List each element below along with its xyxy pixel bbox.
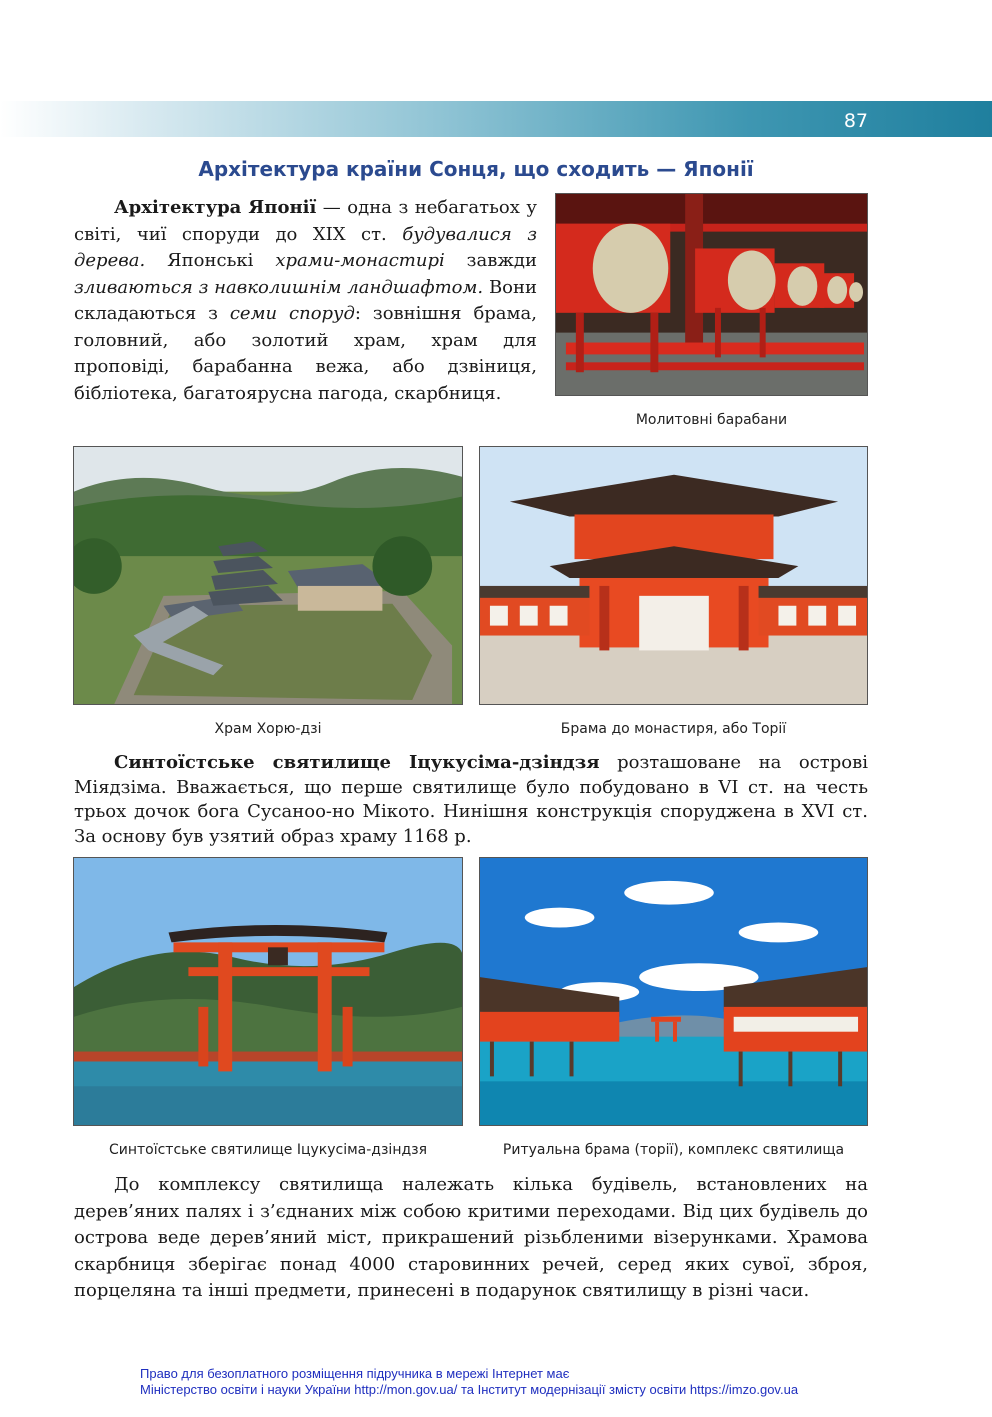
ritual-gate-caption: Ритуальна брама (торії), комплекс святилища (502, 1142, 845, 1158)
gate-photo (479, 446, 868, 705)
horyuji-photo (73, 446, 463, 705)
intro-paragraph: Архітектура Японії — одна з небагатьох у світі, чиї споруди до XIX ст. будувалися з дерева. Японські храми-монастирі завжди зливаються з навколишнім ландшафтом. Вони складаються з семи споруд: зовнішня брама, головний, або золотий храм, храм для проповіді, барабанна вежа, або дзвіниця, бібліотека, багатоярусна пагода, скарбниця. (74, 197, 538, 404)
footer-line-2[interactable]: Міністерство освіти і науки України http://mon.gov.ua/ та Інститут модернізації змісту освіти https://imzo.gov.ua (140, 1382, 799, 1397)
footer-line-1: Право для безоплатного розміщення підручника в мережі Інтернет має (140, 1366, 570, 1381)
drums-photo (555, 193, 868, 396)
horyuji-caption: Храм Хорю-дзі (214, 721, 322, 737)
copyright-footer (140, 1366, 798, 1398)
itsukushima-photo (73, 857, 463, 1126)
shrine-paragraph: Синтоїстське святилище Іцукусіма-дзіндзя розташоване на острові Міядзіма. Вважається, що перше святилище було побудовано в VI ст. на честь трьох дочок бога Сусаноо-но Мікото. Нинішня конструкція споруджена в XVI ст. За основу був узятий образ храму 1168 р. (74, 752, 868, 847)
itsukushima-caption: Синтоїстське святилище Іцукусіма-дзіндзя (108, 1142, 428, 1158)
drums-caption: Молитовні барабани (635, 412, 788, 428)
section-title: Архітектура країни Сонця, що сходить — Японії (198, 157, 754, 181)
gate-caption: Брама до монастиря, або Торії (560, 721, 787, 737)
complex-paragraph: До комплексу святилища належать кілька будівель, встановлених на дерев’яних палях і з’єднаних між собою критими переходами. Від цих будівель до острова веде дерев’яний міст, прикрашений різьбленими візерунками. Храмова скарбниця зберігає понад 4000 старовинних речей, серед яких сувої, зброя, порцеляна та інші предмети, принесені в подарунок святилищу в різні часи. (74, 1174, 868, 1301)
page-number: 87 (843, 110, 868, 132)
ritual-gate-photo (479, 857, 868, 1126)
